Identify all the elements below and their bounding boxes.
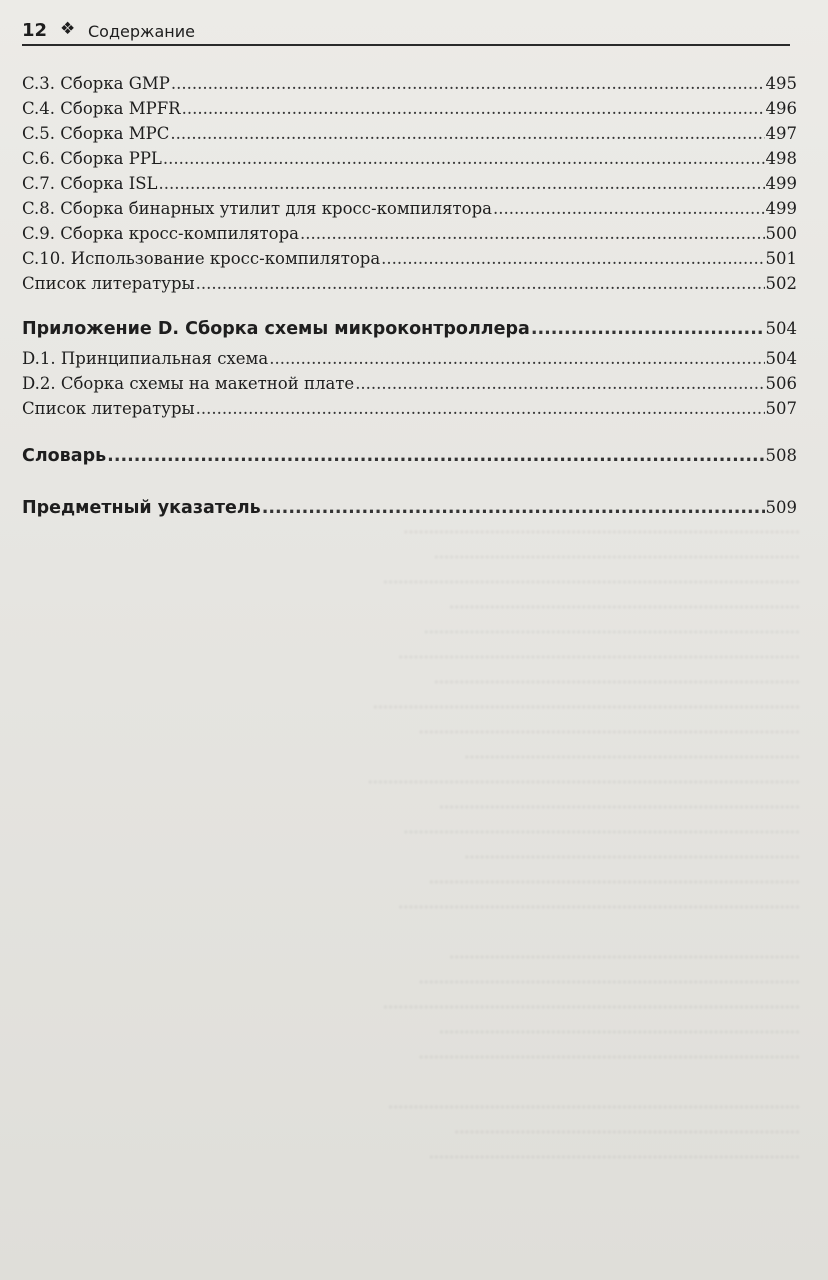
toc-entry[interactable]	[22, 249, 797, 274]
toc-chapter-index[interactable]	[22, 498, 797, 528]
toc-entry-page: 501	[765, 249, 797, 268]
toc-entry-page: 506	[765, 374, 797, 393]
toc-entry-label: C.10. Использование кросс-компилятора	[22, 249, 381, 268]
toc-chapter-page: 504	[765, 319, 797, 338]
spacer	[22, 299, 797, 319]
toc-chapter-page: 508	[765, 446, 797, 465]
toc-entry-page: 497	[765, 124, 797, 143]
toc-entry-label: C.8. Сборка бинарных утилит для кросс-компилятора	[22, 199, 493, 218]
toc-entry-label: Список литературы	[22, 399, 195, 418]
page-number: 12	[22, 20, 48, 41]
toc-chapter-title: Предметный указатель	[22, 498, 261, 518]
table-of-contents	[22, 74, 797, 528]
toc-entry[interactable]	[22, 374, 797, 399]
toc-entry-label: C.9. Сборка кросс-компилятора	[22, 224, 300, 243]
toc-entry-label: C.7. Сборка ISL	[22, 174, 158, 193]
toc-chapter-page: 509	[765, 498, 797, 517]
toc-entry-label: C.6. Сборка PPL	[22, 149, 162, 168]
dot-leader	[531, 319, 765, 339]
toc-entry[interactable]	[22, 74, 797, 99]
dot-leader	[269, 349, 764, 368]
running-header	[22, 18, 790, 46]
toc-entry-label: C.3. Сборка GMP	[22, 74, 170, 93]
toc-entry-page: 499	[765, 174, 797, 193]
header-title: Содержание	[88, 22, 195, 41]
dot-leader	[170, 124, 764, 143]
dot-leader	[159, 174, 765, 193]
toc-chapter-appendix-d[interactable]	[22, 319, 797, 349]
toc-entry[interactable]	[22, 124, 797, 149]
spacer	[22, 476, 797, 498]
show-through-texture: .............................................................................. ........................................................................ .................................................................................. ..................................................................... .......................................................................... ............................................................................... ........................................................................ .................................................................................... ........................................................................... .................................................................. ..................................................................................... ....................................................................... .............................................................................. .................................................................. ......................................................................... ............................................................................... ..................................................................... ........................................................................... .................................................................................. ....................................................................... ........................................................................... ................................................................................. .................................................................... .........................................................................	[367, 518, 800, 1162]
toc-entry[interactable]	[22, 274, 797, 299]
toc-entry-label: D.2. Сборка схемы на макетной плате	[22, 374, 355, 393]
toc-chapter-title: Приложение D. Сборка схемы микроконтроллера	[22, 319, 530, 339]
toc-entry[interactable]	[22, 399, 797, 424]
toc-entry[interactable]	[22, 174, 797, 199]
dot-leader	[107, 446, 764, 466]
toc-entry-page: 495	[765, 74, 797, 93]
dot-leader	[355, 374, 764, 393]
dot-leader	[163, 149, 765, 168]
toc-entry-page: 502	[765, 274, 797, 293]
dot-leader	[196, 399, 765, 418]
toc-entry-label: D.1. Принципиальная схема	[22, 349, 269, 368]
toc-entry[interactable]	[22, 224, 797, 249]
toc-entry-page: 496	[765, 99, 797, 118]
toc-entry-page: 504	[765, 349, 797, 368]
dot-leader	[196, 274, 765, 293]
dot-leader	[381, 249, 764, 268]
toc-entry-page: 500	[765, 224, 797, 243]
toc-chapter-title: Словарь	[22, 446, 107, 466]
ornament-icon: ❖	[60, 19, 76, 39]
toc-entry-label: C.5. Сборка MPC	[22, 124, 170, 143]
toc-entry-label: Список литературы	[22, 274, 195, 293]
toc-entry-label: C.4. Сборка MPFR	[22, 99, 181, 118]
spacer	[22, 424, 797, 446]
toc-entry[interactable]	[22, 349, 797, 374]
toc-entry[interactable]	[22, 99, 797, 124]
toc-chapter-glossary[interactable]	[22, 446, 797, 476]
toc-entry-page: 499	[765, 199, 797, 218]
dot-leader	[182, 99, 765, 118]
toc-entry-page: 507	[765, 399, 797, 418]
dot-leader	[171, 74, 765, 93]
dot-leader	[300, 224, 764, 243]
toc-entry[interactable]	[22, 199, 797, 224]
dot-leader	[262, 498, 765, 518]
toc-entry-page: 498	[765, 149, 797, 168]
dot-leader	[493, 199, 764, 218]
toc-entry[interactable]	[22, 149, 797, 174]
